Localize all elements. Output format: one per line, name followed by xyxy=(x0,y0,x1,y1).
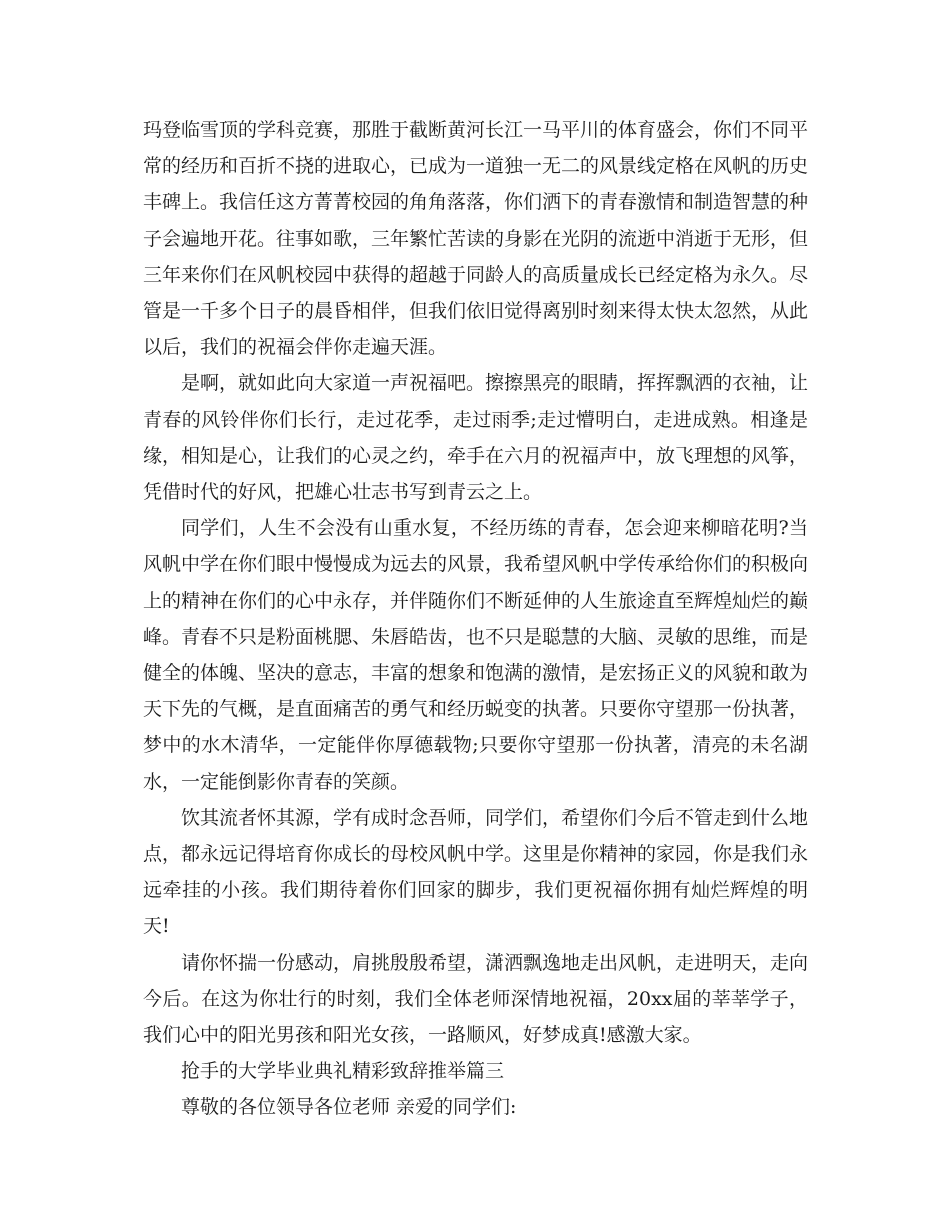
paragraph: 请你怀揣一份感动，肩挑殷殷希望，潇洒飘逸地走出风帆，走进明天，走向今后。在这为你壮行的时刻，我们全体老师深情地祝福，20xx届的莘莘学子，我们心中的阳光男孩和阳光女孩，一路顺风，好梦成真!感激大家。 xyxy=(143,951,809,1047)
paragraph: 饮其流者怀其源，学有成时念吾师，同学们，希望你们今后不管走到什么地点，都永远记得培育你成长的母校风帆中学。这里是你精神的家园，你是我们永远牵挂的小孩。我们期待着你们回家的脚步，我们更祝福你拥有灿烂辉煌的明天! xyxy=(143,806,809,938)
paragraph-continued: 玛登临雪顶的学科竞赛，那胜于截断黄河长江一马平川的体育盛会，你们不同平常的经历和百折不挠的进取心，已成为一道独一无二的风景线定格在风帆的历史丰碑上。我信任这方菁菁校园的角角落落，你们洒下的青春激情和制造智慧的种子会遍地开花。往事如歌，三年繁忙苦读的身影在光阴的流逝中消逝于无形，但三年来你们在风帆校园中获得的超越于同龄人的高质量成长已经定格为永久。尽管是一千多个日子的晨昏相伴，但我们依旧觉得离别时刻来得太快太忽然，从此以后，我们的祝福会伴你走遍天涯。 xyxy=(143,119,809,359)
section-heading: 抢手的大学毕业典礼精彩致辞推举篇三 xyxy=(181,1060,505,1083)
paragraph: 同学们，人生不会没有山重水复，不经历练的青春，怎会迎来柳暗花明?当风帆中学在你们眼中慢慢成为远去的风景，我希望风帆中学传承给你们的积极向上的精神在你们的心中永存，并伴随你们不断延伸的人生旅途直至辉煌灿烂的巅峰。青春不只是粉面桃腮、朱唇皓齿，也不只是聪慧的大脑、灵敏的思维，而是健全的体魄、坚决的意志，丰富的想象和饱满的激情，是宏扬正义的风貌和敢为天下先的气概，是直面痛苦的勇气和经历蜕变的执著。只要你守望那一份执著，梦中的水木清华，一定能伴你厚德载物;只要你守望那一份执著，清亮的未名湖水，一定能倒影你青春的笑颜。 xyxy=(143,517,809,793)
document-body xyxy=(143,112,808,1126)
salutation: 尊敬的各位领导各位老师 亲爱的同学们: xyxy=(181,1096,517,1119)
paragraph: 是啊，就如此向大家道一声祝福吧。擦擦黑亮的眼睛，挥挥飘洒的衣袖，让青春的风铃伴你们长行，走过花季，走过雨季;走过懵明白，走进成熟。相逢是缘，相知是心，让我们的心灵之约，牵手在六月的祝福声中，放飞理想的风筝，凭借时代的好风，把雄心壮志书写到青云之上。 xyxy=(143,372,809,504)
